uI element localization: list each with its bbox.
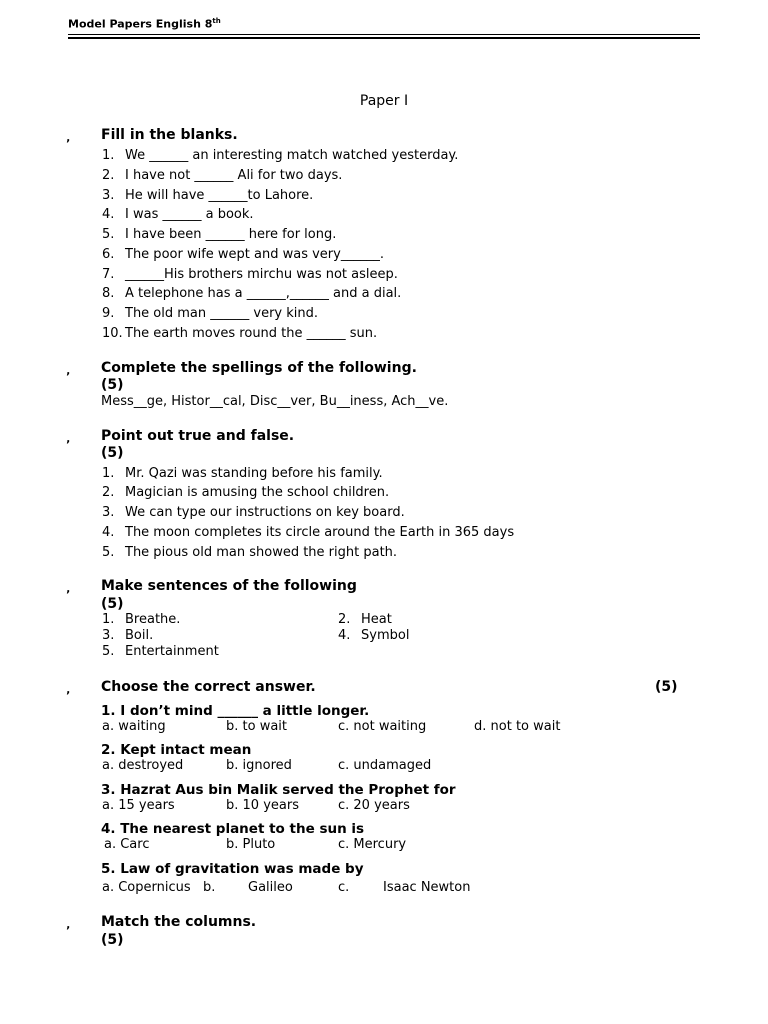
list-item: 3. He will have ______to Lahore.: [102, 188, 314, 203]
bullet-mark: ‚: [66, 918, 71, 931]
list-item: 5. I have been ______ here for long.: [102, 227, 337, 242]
mcq-option: b. Pluto: [226, 837, 276, 852]
mcq-option: Isaac Newton: [383, 880, 471, 895]
header-text: Model Papers English 8: [68, 17, 213, 31]
list-item: 10. The earth moves round the ______ sun.: [102, 326, 378, 341]
paper-title: Paper I: [359, 93, 409, 109]
header-rule-thick: [68, 37, 700, 39]
bullet-mark: ‚: [66, 582, 71, 595]
list-item: 3. We can type our instructions on key board.: [102, 505, 405, 520]
mcq-option: a. waiting: [102, 719, 166, 734]
q5-heading: Choose the correct answer.: [101, 679, 316, 695]
mcq-option: c. 20 years: [338, 798, 410, 813]
list-item: 1. We ______ an interesting match watched yesterday.: [102, 148, 459, 163]
mcq-option: c. undamaged: [338, 758, 432, 773]
list-item: 4. I was ______ a book.: [102, 207, 254, 222]
q6-marks: (5): [101, 932, 124, 948]
q4-heading: Make sentences of the following: [101, 578, 357, 594]
mcq-question: 3. Hazrat Aus bin Malik served the Prophet for: [101, 782, 456, 798]
mcq-option: a. 15 years: [102, 798, 175, 813]
bullet-mark: ‚: [66, 683, 71, 696]
q5-marks: (5): [655, 679, 678, 695]
mcq-option: a. destroyed: [102, 758, 184, 773]
list-item: 3. Boil.: [102, 628, 154, 643]
list-item: 2. I have not ______ Ali for two days.: [102, 168, 343, 183]
list-item: 4. The moon completes its circle around the Earth in 365 days: [102, 525, 515, 540]
page-header: [68, 17, 221, 31]
list-item: 5. The pious old man showed the right path.: [102, 545, 398, 560]
mcq-question: 1. I don’t mind ______ a little longer.: [101, 703, 370, 719]
q4-marks: (5): [101, 596, 124, 612]
mcq-option: c. Mercury: [338, 837, 407, 852]
list-item: 2. Magician is amusing the school children.: [102, 485, 390, 500]
q3-heading: Point out true and false.: [101, 428, 295, 444]
mcq-question: 5. Law of gravitation was made by: [101, 861, 364, 877]
list-item: 7. ______His brothers mirchu was not asleep.: [102, 267, 398, 282]
mcq-option: c. not waiting: [338, 719, 427, 734]
list-item: 5. Entertainment: [102, 644, 219, 659]
mcq-option: b. to wait: [226, 719, 288, 734]
mcq-option: d. not to wait: [474, 719, 561, 734]
mcq-option: a. Copernicus: [102, 880, 191, 895]
q1-heading: Fill in the blanks.: [101, 127, 238, 143]
bullet-mark: ‚: [66, 364, 71, 377]
q2-heading: Complete the spellings of the following.: [101, 360, 417, 376]
mcq-question: 4. The nearest planet to the sun is: [101, 821, 365, 837]
q2-spellings: Mess__ge, Histor__cal, Disc__ver, Bu__iness, Ach__ve.: [101, 394, 449, 409]
list-item: 1. Mr. Qazi was standing before his family.: [102, 466, 383, 481]
mcq-option: Galileo: [248, 880, 293, 895]
mcq-option: a. Carc: [104, 837, 150, 852]
list-item: 2. Heat: [338, 612, 392, 627]
mcq-option-letter: b.: [203, 880, 216, 895]
mcq-option: b. ignored: [226, 758, 292, 773]
header-superscript: th: [212, 17, 221, 25]
q2-marks: (5): [101, 377, 124, 393]
bullet-mark: ‚: [66, 432, 71, 445]
mcq-option-letter: c.: [338, 880, 350, 895]
list-item: 6. The poor wife wept and was very______.: [102, 247, 384, 262]
header-rule-thin: [68, 34, 700, 35]
list-item: 4. Symbol: [338, 628, 410, 643]
bullet-mark: ‚: [66, 131, 71, 144]
mcq-question: 2. Kept intact mean: [101, 742, 252, 758]
q6-heading: Match the columns.: [101, 914, 257, 930]
list-item: 1. Breathe.: [102, 612, 181, 627]
mcq-option: b. 10 years: [226, 798, 299, 813]
q3-marks: (5): [101, 445, 124, 461]
list-item: 8. A telephone has a ______,______ and a dial.: [102, 286, 402, 301]
list-item: 9. The old man ______ very kind.: [102, 306, 319, 321]
